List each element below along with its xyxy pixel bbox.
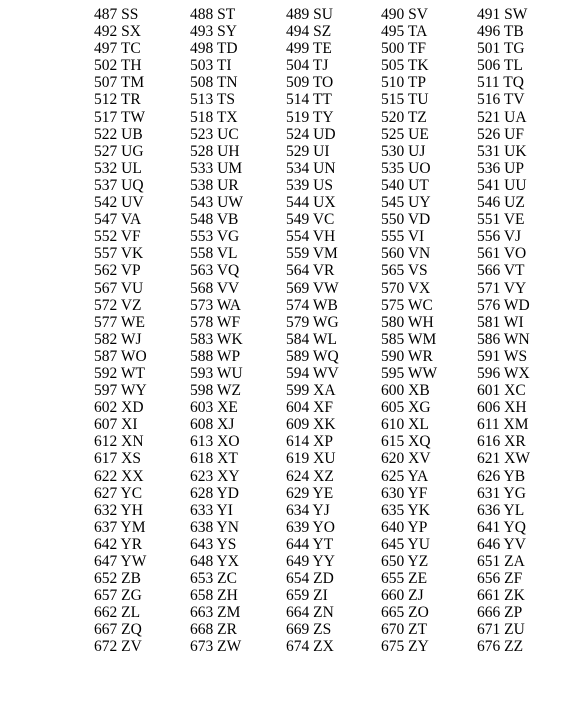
table-cell: 500 TF xyxy=(381,40,426,58)
table-cell: 538 UR xyxy=(190,176,239,194)
table-cell: 604 XF xyxy=(286,399,333,417)
table-cell: 637 YM xyxy=(94,518,146,536)
table-cell: 638 YN xyxy=(190,518,239,536)
table-cell: 607 XI xyxy=(94,416,138,434)
table-cell: 668 ZR xyxy=(190,621,237,639)
table-cell: 487 SS xyxy=(94,6,139,23)
table-cell: 521 UA xyxy=(477,108,527,126)
table-cell: 550 VD xyxy=(381,211,431,229)
table-cell: 544 UX xyxy=(286,194,336,212)
table-cell: 537 UQ xyxy=(94,176,144,194)
table-cell: 594 WV xyxy=(286,364,339,382)
table-row xyxy=(94,211,537,228)
table-cell: 572 VZ xyxy=(94,296,142,314)
table-row xyxy=(94,194,537,211)
table-cell: 675 ZY xyxy=(381,638,429,656)
table-cell: 571 VY xyxy=(477,279,527,297)
table-cell: 631 YG xyxy=(477,484,526,502)
table-cell: 513 TS xyxy=(190,91,235,109)
table-cell: 590 WR xyxy=(381,347,433,365)
table-cell: 649 YY xyxy=(286,553,335,570)
table-cell: 546 UZ xyxy=(477,194,525,212)
table-cell: 639 YO xyxy=(286,518,335,536)
table-cell: 578 WF xyxy=(190,313,241,331)
table-cell: 598 WZ xyxy=(190,382,241,400)
table-cell: 589 WQ xyxy=(286,347,339,365)
table-cell: 492 SX xyxy=(94,23,141,41)
code-table-body xyxy=(94,6,537,656)
table-cell: 523 UC xyxy=(190,125,239,143)
table-row xyxy=(94,382,537,399)
table-cell: 536 UP xyxy=(477,159,524,177)
table-cell: 595 WW xyxy=(381,364,438,382)
table-cell: 584 WL xyxy=(286,330,337,348)
table-cell: 654 ZD xyxy=(286,570,334,588)
table-cell: 616 XR xyxy=(477,433,526,451)
table-row xyxy=(94,23,537,40)
table-cell: 652 ZB xyxy=(94,570,141,588)
table-cell: 540 UT xyxy=(381,176,429,194)
table-cell: 600 XB xyxy=(381,382,430,400)
table-row xyxy=(94,519,537,536)
table-cell: 606 XH xyxy=(477,399,527,417)
table-cell: 497 TC xyxy=(94,40,141,58)
table-cell: 502 TH xyxy=(94,57,142,75)
table-cell: 531 UK xyxy=(477,142,527,160)
table-cell: 555 VI xyxy=(381,228,425,246)
table-cell: 509 TO xyxy=(286,74,334,92)
table-cell: 559 VM xyxy=(286,245,338,263)
table-cell: 663 ZM xyxy=(190,604,241,622)
table-cell: 568 VV xyxy=(190,279,240,297)
table-cell: 577 WE xyxy=(94,313,145,331)
table-cell: 667 ZQ xyxy=(94,621,142,639)
table-cell: 617 XS xyxy=(94,450,141,468)
table-cell: 535 UO xyxy=(381,159,431,177)
table-row xyxy=(94,399,537,416)
table-cell: 505 TK xyxy=(381,57,429,75)
table-row xyxy=(94,416,537,433)
table-cell: 614 XP xyxy=(286,433,333,451)
table-cell: 635 YK xyxy=(381,501,430,519)
table-cell: 591 WS xyxy=(477,347,528,365)
table-cell: 650 YZ xyxy=(381,553,429,570)
table-cell: 489 SU xyxy=(286,6,333,23)
table-cell: 620 XV xyxy=(381,450,431,468)
table-cell: 610 XL xyxy=(381,416,429,434)
table-cell: 664 ZN xyxy=(286,604,334,622)
table-cell: 597 WY xyxy=(94,382,147,400)
table-row xyxy=(94,365,537,382)
table-row xyxy=(94,587,537,604)
table-cell: 655 ZE xyxy=(381,570,428,588)
table-row xyxy=(94,40,537,57)
table-cell: 588 WP xyxy=(190,347,241,365)
table-cell: 491 SW xyxy=(477,6,528,23)
table-cell: 516 TV xyxy=(477,91,525,109)
table-cell: 501 TG xyxy=(477,40,525,58)
code-table xyxy=(94,6,537,656)
table-cell: 615 XQ xyxy=(381,433,431,451)
table-cell: 581 WI xyxy=(477,313,524,331)
table-cell: 605 XG xyxy=(381,399,431,417)
table-cell: 560 VN xyxy=(381,245,431,263)
table-cell: 567 VU xyxy=(94,279,144,297)
table-cell: 671 ZU xyxy=(477,621,525,639)
table-row xyxy=(94,160,537,177)
table-cell: 674 ZX xyxy=(286,638,334,656)
table-cell: 574 WB xyxy=(286,296,338,314)
table-cell: 518 TX xyxy=(190,108,238,126)
table-row xyxy=(94,245,537,262)
table-cell: 543 UW xyxy=(190,194,243,212)
table-cell: 579 WG xyxy=(286,313,339,331)
table-cell: 558 VL xyxy=(190,245,238,263)
table-cell: 660 ZJ xyxy=(381,587,424,605)
table-cell: 511 TQ xyxy=(477,74,524,92)
table-cell: 551 VE xyxy=(477,211,525,229)
table-row xyxy=(94,91,537,108)
table-cell: 627 YC xyxy=(94,484,143,502)
table-row xyxy=(94,468,537,485)
table-row xyxy=(94,57,537,74)
table-cell: 496 TB xyxy=(477,23,524,41)
table-row xyxy=(94,502,537,519)
table-cell: 508 TN xyxy=(190,74,238,92)
table-cell: 564 VR xyxy=(286,262,335,280)
table-cell: 676 ZZ xyxy=(477,638,524,656)
table-cell: 534 UN xyxy=(286,159,336,177)
table-cell: 512 TR xyxy=(94,91,141,109)
table-row xyxy=(94,536,537,553)
table-cell: 586 WN xyxy=(477,330,530,348)
table-cell: 646 YV xyxy=(477,535,526,553)
table-cell: 526 UF xyxy=(477,125,524,143)
table-cell: 636 YL xyxy=(477,501,525,519)
table-cell: 561 VO xyxy=(477,245,527,263)
table-cell: 619 XU xyxy=(286,450,336,468)
table-cell: 493 SY xyxy=(190,23,237,41)
table-row xyxy=(94,6,537,23)
table-row xyxy=(94,297,537,314)
table-cell: 583 WK xyxy=(190,330,243,348)
table-cell: 528 UH xyxy=(190,142,240,160)
table-row xyxy=(94,109,537,126)
table-cell: 525 UE xyxy=(381,125,429,143)
table-row xyxy=(94,604,537,621)
table-cell: 569 VW xyxy=(286,279,339,297)
table-row xyxy=(94,553,537,570)
table-row xyxy=(94,621,537,638)
table-cell: 633 YI xyxy=(190,501,233,519)
table-cell: 644 YT xyxy=(286,535,334,553)
table-cell: 488 ST xyxy=(190,6,236,23)
table-cell: 648 YX xyxy=(190,553,239,570)
table-row xyxy=(94,228,537,245)
table-cell: 563 VQ xyxy=(190,262,240,280)
table-cell: 625 YA xyxy=(381,467,429,485)
table-cell: 585 WM xyxy=(381,330,437,348)
table-row xyxy=(94,485,537,502)
table-cell: 599 XA xyxy=(286,382,336,400)
table-cell: 548 VB xyxy=(190,211,239,229)
table-cell: 542 UV xyxy=(94,194,144,212)
table-row xyxy=(94,638,537,655)
table-cell: 557 VK xyxy=(94,245,144,263)
table-cell: 587 WO xyxy=(94,347,147,365)
table-row xyxy=(94,570,537,587)
table-cell: 527 UG xyxy=(94,142,144,160)
table-cell: 602 XD xyxy=(94,399,144,417)
table-cell: 651 ZA xyxy=(477,553,525,570)
table-cell: 582 WJ xyxy=(94,330,142,348)
table-cell: 515 TU xyxy=(381,91,429,109)
table-cell: 553 VG xyxy=(190,228,240,246)
table-cell: 490 SV xyxy=(381,6,428,23)
table-cell: 622 XX xyxy=(94,467,144,485)
table-cell: 658 ZH xyxy=(190,587,238,605)
table-cell: 593 WU xyxy=(190,364,243,382)
table-cell: 517 TW xyxy=(94,108,145,126)
table-cell: 495 TA xyxy=(381,23,428,41)
table-cell: 618 XT xyxy=(190,450,238,468)
table-cell: 659 ZI xyxy=(286,587,328,605)
table-cell: 647 YW xyxy=(94,553,147,570)
table-cell: 629 YE xyxy=(286,484,334,502)
table-cell: 549 VC xyxy=(286,211,335,229)
table-row xyxy=(94,314,537,331)
table-cell: 556 VJ xyxy=(477,228,522,246)
table-cell: 552 VF xyxy=(94,228,141,246)
table-cell: 623 XY xyxy=(190,467,240,485)
table-cell: 524 UD xyxy=(286,125,336,143)
table-cell: 554 VH xyxy=(286,228,336,246)
table-cell: 632 YH xyxy=(94,501,143,519)
table-cell: 628 YD xyxy=(190,484,239,502)
table-cell: 520 TZ xyxy=(381,108,427,126)
table-cell: 596 WX xyxy=(477,364,530,382)
table-cell: 570 VX xyxy=(381,279,431,297)
table-cell: 645 YU xyxy=(381,535,430,553)
table-cell: 545 UY xyxy=(381,194,431,212)
table-cell: 494 SZ xyxy=(286,23,332,41)
table-cell: 565 VS xyxy=(381,262,428,280)
table-cell: 529 UI xyxy=(286,142,330,160)
table-cell: 641 YQ xyxy=(477,518,526,536)
table-cell: 566 VT xyxy=(477,262,525,280)
table-cell: 576 WD xyxy=(477,296,530,314)
table-cell: 530 UJ xyxy=(381,142,426,160)
table-cell: 642 YR xyxy=(94,535,143,553)
table-cell: 611 XM xyxy=(477,416,529,434)
table-row xyxy=(94,262,537,279)
table-cell: 621 XW xyxy=(477,450,530,468)
table-cell: 657 ZG xyxy=(94,587,142,605)
table-cell: 661 ZK xyxy=(477,587,525,605)
table-cell: 533 UM xyxy=(190,159,243,177)
table-cell: 507 TM xyxy=(94,74,145,92)
table-cell: 514 TT xyxy=(286,91,332,109)
table-cell: 624 XZ xyxy=(286,467,334,485)
table-row xyxy=(94,433,537,450)
table-row xyxy=(94,126,537,143)
table-cell: 612 XN xyxy=(94,433,144,451)
table-cell: 547 VA xyxy=(94,211,142,229)
table-cell: 662 ZL xyxy=(94,604,141,622)
table-cell: 665 ZO xyxy=(381,604,429,622)
table-cell: 522 UB xyxy=(94,125,143,143)
table-cell: 673 ZW xyxy=(190,638,242,656)
table-cell: 506 TL xyxy=(477,57,523,75)
table-row xyxy=(94,143,537,160)
table-cell: 519 TY xyxy=(286,108,334,126)
table-cell: 573 WA xyxy=(190,296,241,314)
table-cell: 539 US xyxy=(286,176,333,194)
table-cell: 666 ZP xyxy=(477,604,523,622)
table-cell: 499 TE xyxy=(286,40,332,58)
table-cell: 613 XO xyxy=(190,433,240,451)
table-cell: 592 WT xyxy=(94,364,145,382)
table-cell: 656 ZF xyxy=(477,570,523,588)
table-cell: 603 XE xyxy=(190,399,238,417)
table-cell: 634 YJ xyxy=(286,501,330,519)
table-cell: 541 UU xyxy=(477,176,527,194)
table-cell: 669 ZS xyxy=(286,621,332,639)
table-row xyxy=(94,331,537,348)
table-cell: 575 WC xyxy=(381,296,433,314)
table-cell: 562 VP xyxy=(94,262,141,280)
table-cell: 670 ZT xyxy=(381,621,428,639)
table-row xyxy=(94,348,537,365)
table-cell: 630 YF xyxy=(381,484,428,502)
table-row xyxy=(94,280,537,297)
table-cell: 601 XC xyxy=(477,382,526,400)
table-row xyxy=(94,450,537,467)
table-row xyxy=(94,177,537,194)
table-cell: 504 TJ xyxy=(286,57,329,75)
table-cell: 643 YS xyxy=(190,535,237,553)
table-cell: 503 TI xyxy=(190,57,232,75)
table-cell: 498 TD xyxy=(190,40,238,58)
table-cell: 532 UL xyxy=(94,159,142,177)
table-row xyxy=(94,74,537,91)
table-cell: 672 ZV xyxy=(94,638,142,656)
table-cell: 653 ZC xyxy=(190,570,237,588)
table-cell: 640 YP xyxy=(381,518,428,536)
table-cell: 609 XK xyxy=(286,416,336,434)
table-cell: 626 YB xyxy=(477,467,526,485)
table-cell: 510 TP xyxy=(381,74,426,92)
table-cell: 608 XJ xyxy=(190,416,235,434)
table-cell: 580 WH xyxy=(381,313,434,331)
